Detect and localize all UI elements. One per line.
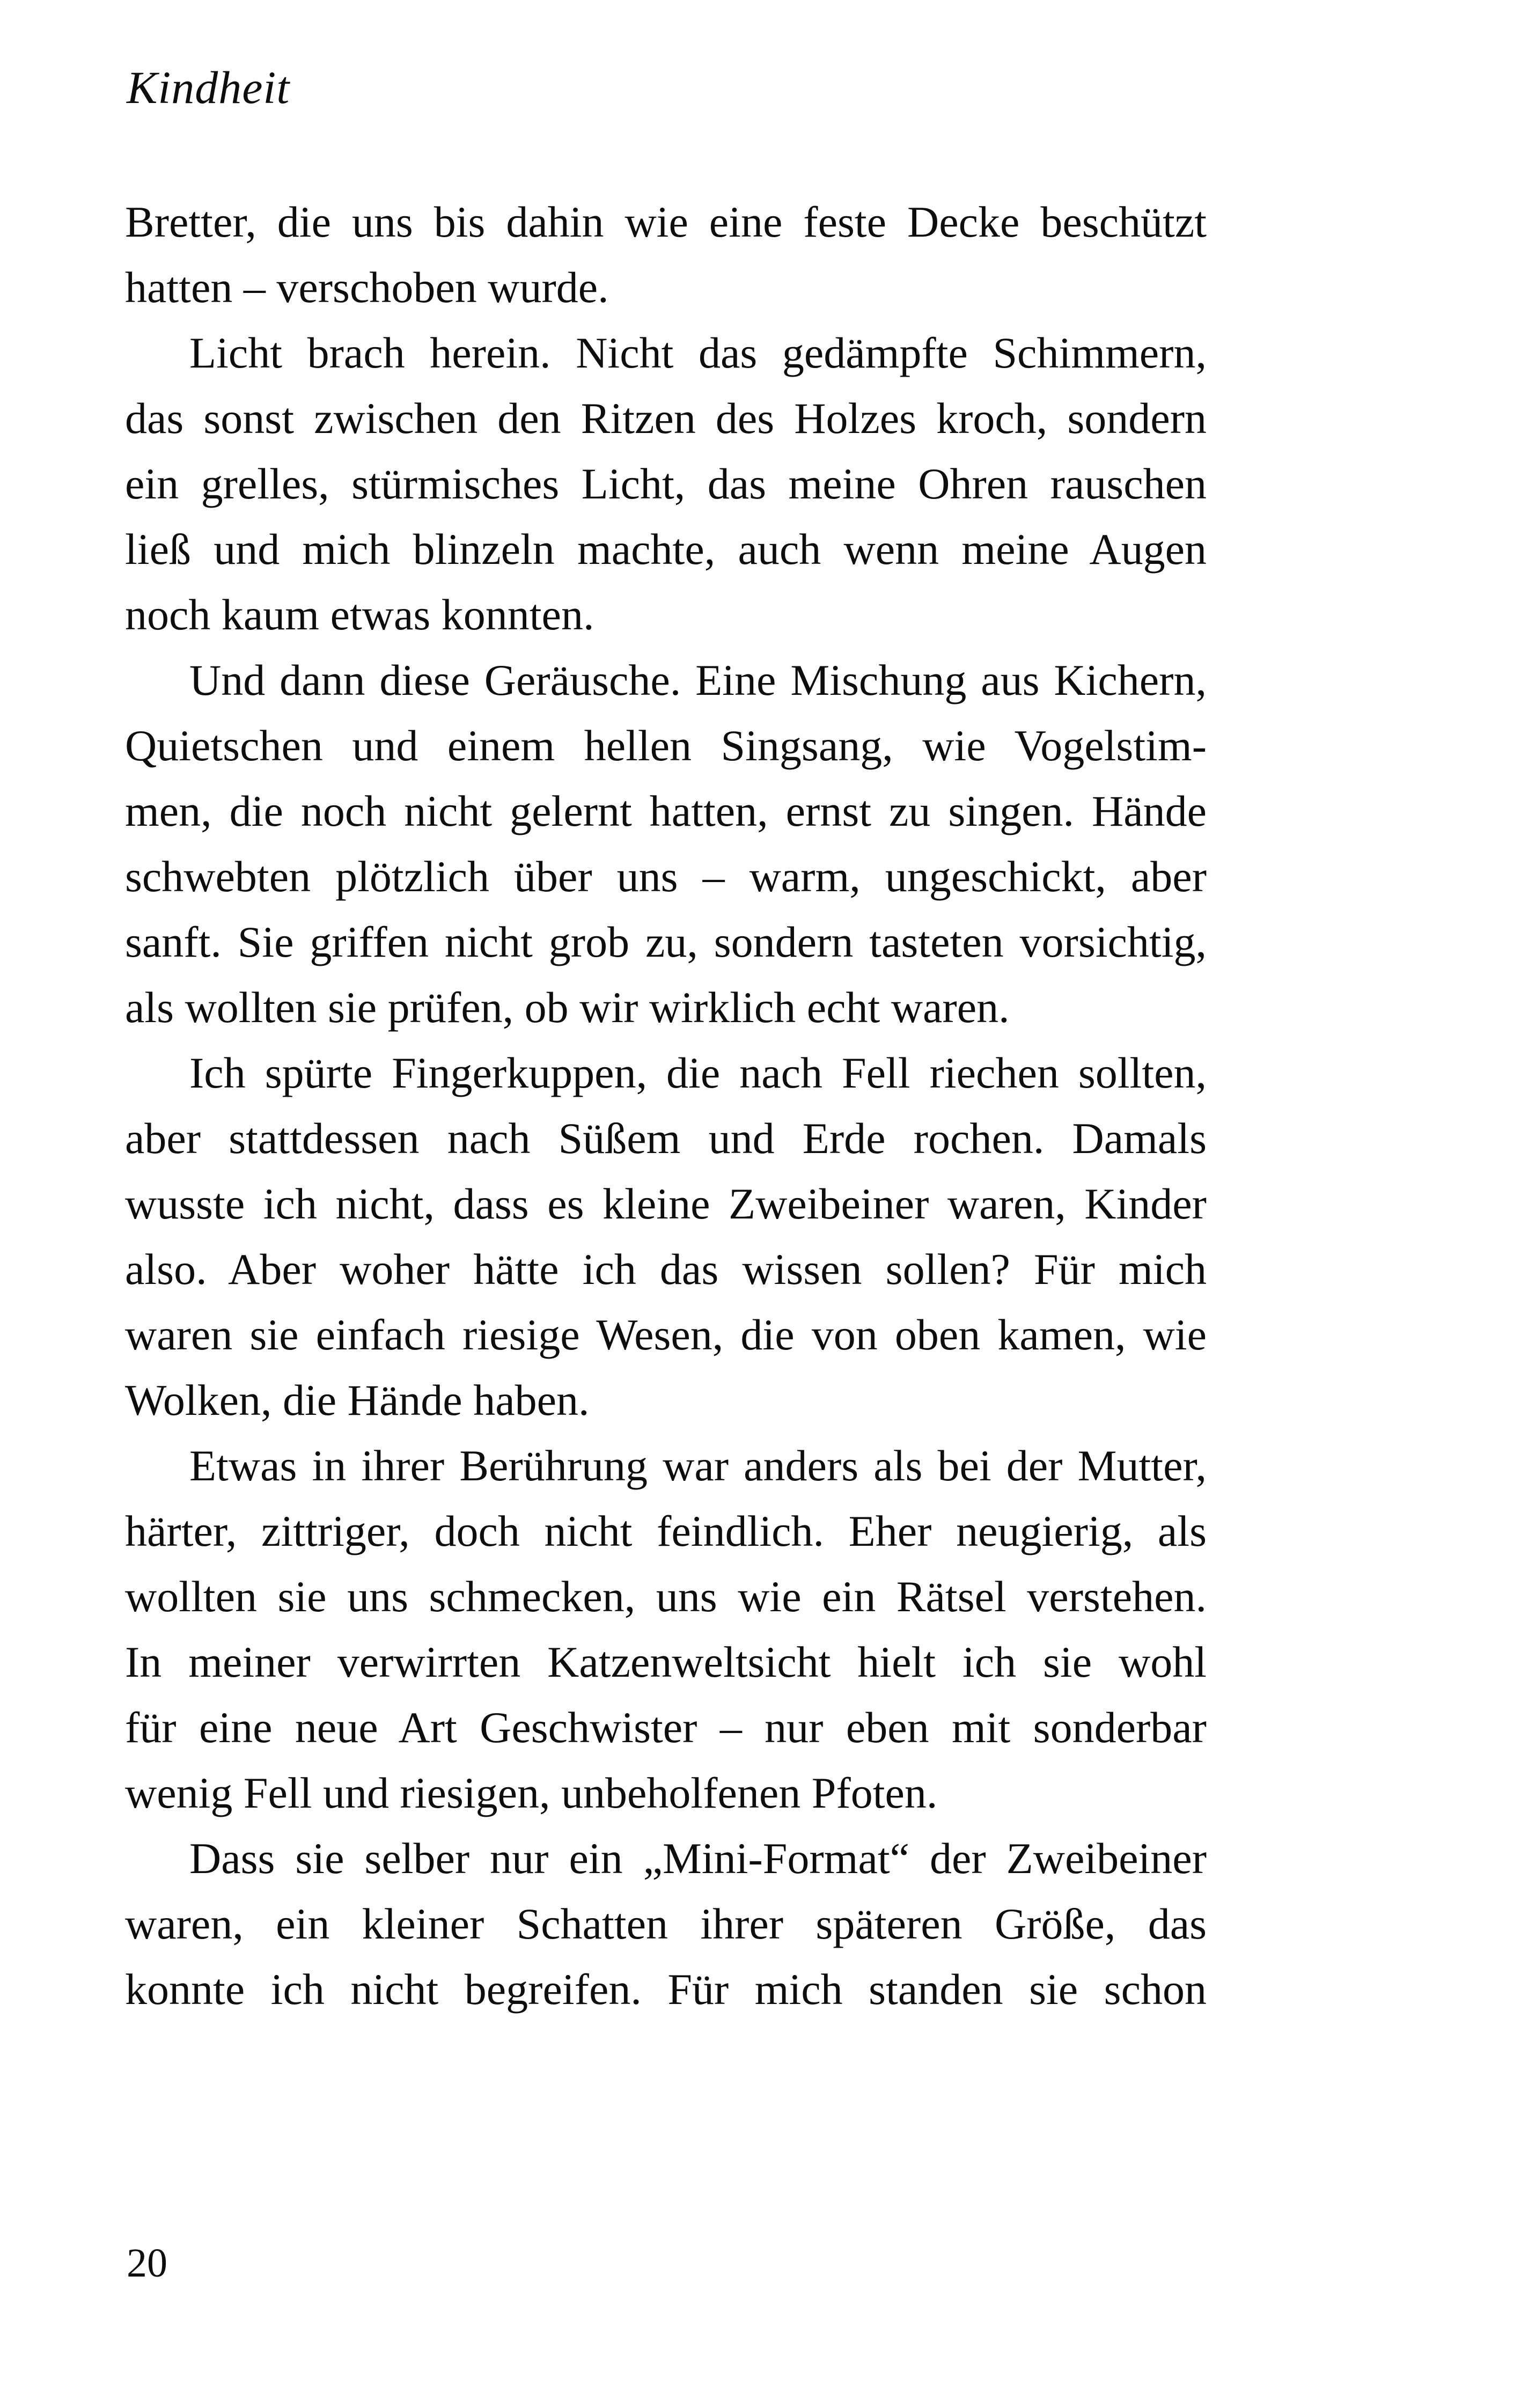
text-line: men, die noch nicht gelernt hatten, ernst zu singen. Hände bbox=[125, 787, 1207, 835]
text-line: wusste ich nicht, dass es kleine Zweibeiner waren, Kinder bbox=[125, 1179, 1207, 1228]
paragraph bbox=[125, 1040, 1207, 1433]
paragraph bbox=[125, 189, 1207, 320]
text-line: das sonst zwischen den Ritzen des Holzes kroch, sondern bbox=[125, 394, 1207, 443]
text-line: waren sie einfach riesige Wesen, die von oben kamen, wie bbox=[125, 1310, 1207, 1359]
text-line: wenig Fell und riesigen, unbeholfenen Pfoten. bbox=[125, 1768, 938, 1817]
text-line: In meiner verwirrten Katzenweltsicht hielt ich sie wohl bbox=[125, 1638, 1207, 1686]
text-line: hatten – verschoben wurde. bbox=[125, 263, 609, 312]
text-line: aber stattdessen nach Süßem und Erde rochen. Damals bbox=[125, 1114, 1207, 1163]
text-line: Ich spürte Fingerkuppen, die nach Fell riechen sollten, bbox=[189, 1048, 1207, 1097]
running-header: Kindheit bbox=[127, 62, 290, 113]
text-line: Quietschen und einem hellen Singsang, wie Vogelstim- bbox=[125, 721, 1207, 770]
text-line: ließ und mich blinzeln machte, auch wenn meine Augen bbox=[125, 525, 1207, 574]
text-line: für eine neue Art Geschwister – nur eben mit sonderbar bbox=[125, 1703, 1207, 1752]
text-line: Bretter, die uns bis dahin wie eine feste Decke beschützt bbox=[125, 197, 1207, 246]
paragraph bbox=[125, 1826, 1207, 2022]
text-line: härter, zittriger, doch nicht feindlich. Eher neugierig, als bbox=[125, 1507, 1207, 1555]
text-line: Und dann diese Geräusche. Eine Mischung aus Kichern, bbox=[189, 656, 1207, 704]
page-number: 20 bbox=[127, 2241, 167, 2286]
text-line: ein grelles, stürmisches Licht, das meine Ohren rauschen bbox=[125, 459, 1207, 508]
text-line: also. Aber woher hätte ich das wissen sollen? Für mich bbox=[125, 1245, 1207, 1294]
text-line: Wolken, die Hände haben. bbox=[125, 1376, 590, 1425]
text-line: Etwas in ihrer Berührung war anders als bei der Mutter, bbox=[189, 1441, 1207, 1490]
text-block bbox=[125, 189, 1207, 2022]
paragraph bbox=[125, 648, 1207, 1040]
text-line: sanft. Sie griffen nicht grob zu, sondern tasteten vorsichtig, bbox=[125, 917, 1207, 966]
text-line: konnte ich nicht begreifen. Für mich standen sie schon bbox=[125, 1965, 1207, 2014]
text-line: wollten sie uns schmecken, uns wie ein Rätsel verstehen. bbox=[125, 1572, 1207, 1621]
text-line: als wollten sie prüfen, ob wir wirklich echt waren. bbox=[125, 983, 1010, 1032]
paragraph bbox=[125, 1433, 1207, 1826]
text-line: waren, ein kleiner Schatten ihrer späteren Größe, das bbox=[125, 1899, 1207, 1948]
text-line: schwebten plötzlich über uns – warm, ungeschickt, aber bbox=[125, 852, 1207, 901]
text-line: noch kaum etwas konnten. bbox=[125, 590, 594, 639]
paragraph bbox=[125, 320, 1207, 648]
text-line: Dass sie selber nur ein „Mini-Format“ der Zweibeiner bbox=[189, 1834, 1207, 1883]
text-line: Licht brach herein. Nicht das gedämpfte Schimmern, bbox=[189, 328, 1207, 377]
